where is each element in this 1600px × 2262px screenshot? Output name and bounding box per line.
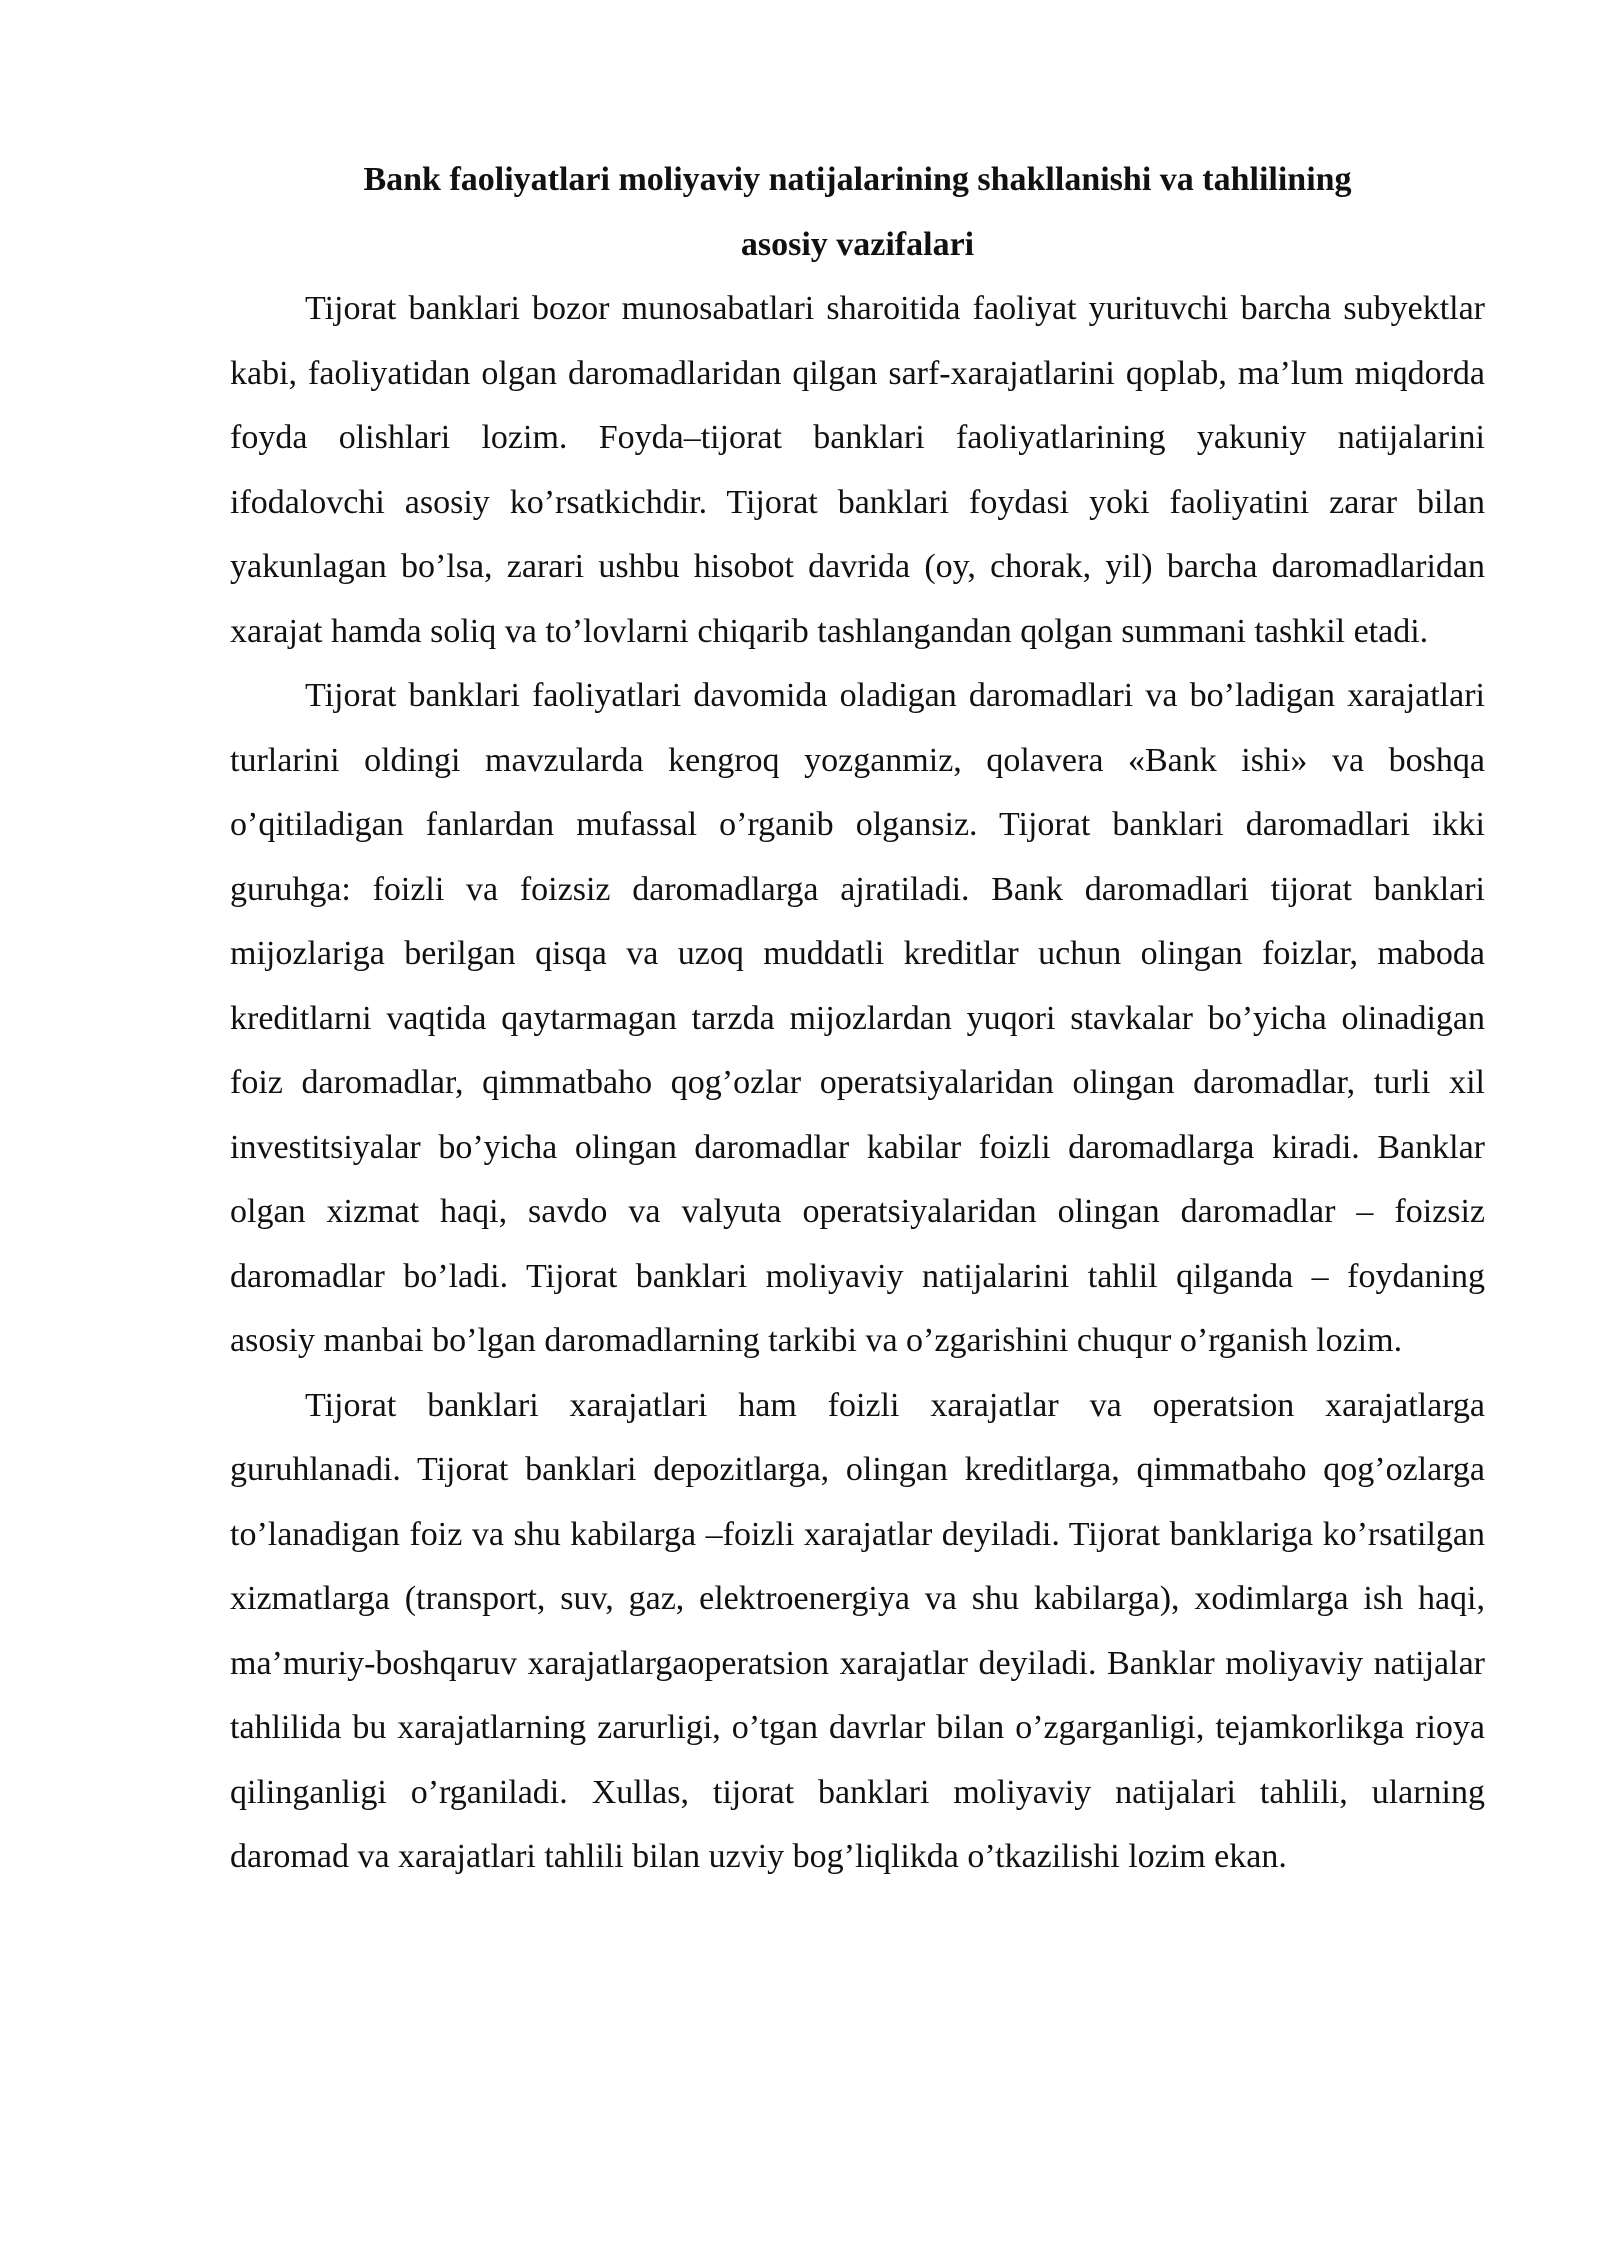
paragraph-1: Tijorat banklari bozor munosabatlari sharoitida faoliyat yurituvchi barcha subyektlar kabi, faoliyatidan olgan daromadlaridan qilgan sarf-xarajatlarini qoplab, ma’lum miqdorda foyda olishlari lozim. Foyda–tijorat banklari faoliyatlarining yakuniy natijalarini ifodalovchi asosiy ko’rsatkichdir. Tijorat banklari foydasi yoki faoliyatini zarar bilan yakunlagan bo’lsa, zarari ushbu hisobot davrida (oy, chorak, yil) barcha daromadlaridan xarajat hamda soliq va to’lovlarni chiqarib tashlangandan qolgan summani tashkil etadi. — [230, 290, 1485, 650]
paragraph-3: Tijorat banklari xarajatlari ham foizli xarajatlar va operatsion xarajatlarga guruhlanadi. Tijorat banklari depozitlarga, olingan kreditlarga, qimmatbaho qog’ozlarga to’lanadigan foiz va shu kabilarga –foizli xarajatlar deyiladi. Tijorat banklariga ko’rsatilgan xizmatlarga (transport, suv, gaz, elektroenergiya va shu kabilarga), xodimlarga ish haqi, ma’muriy-boshqaruv xarajatlargaoperatsion xarajatlar deyiladi. Banklar moliyaviy natijalar tahlilida bu xarajatlarning zarurligi, o’tgan davrlar bilan o’zgarganligi, tejamkorlikga rioya qilinganligi o’rganiladi. Xullas, tijorat banklari moliyaviy natijalari tahlili, ularning daromad va xarajatlari tahlili bilan uzviy bog’liqlikda o’tkazilishi lozim ekan. — [230, 1386, 1485, 1875]
document-title — [230, 148, 1485, 277]
title-line-1: Bank faoliyatlari moliyaviy natijalarining shakllanishi va tahlilining — [363, 161, 1352, 198]
paragraph-2: Tijorat banklari faoliyatlari davomida oladigan daromadlari va bo’ladigan xarajatlari turlarini oldingi mavzularda kengroq yozganmiz, qolavera «Bank ishi» va boshqa o’qitiladigan fanlardan mufassal o’rganib olgansiz. Tijorat banklari daromadlari ikki guruhga: foizli va foizsiz daromadlarga ajratiladi. Bank daromadlari tijorat banklari mijozlariga berilgan qisqa va uzoq muddatli kreditlar uchun olingan foizlar, maboda kreditlarni vaqtida qaytarmagan tarzda mijozlardan yuqori stavkalar bo’yicha olinadigan foiz daromadlar, qimmatbaho qog’ozlar operatsiyalaridan olingan daromadlar, turli xil investitsiyalar bo’yicha olingan daromadlar kabilar foizli daromadlarga kiradi. Banklar olgan xizmat haqi, savdo va valyuta operatsiyalaridan olingan daromadlar – foizsiz daromadlar bo’ladi. Tijorat banklari moliyaviy natijalarini tahlil qilganda – foydaning asosiy manbai bo’lgan daromadlarning tarkibi va o’zgarishini chuqur o’rganish lozim. — [230, 677, 1485, 1359]
document-body — [230, 148, 1485, 1890]
title-line-2: asosiy vazifalari — [740, 225, 975, 263]
